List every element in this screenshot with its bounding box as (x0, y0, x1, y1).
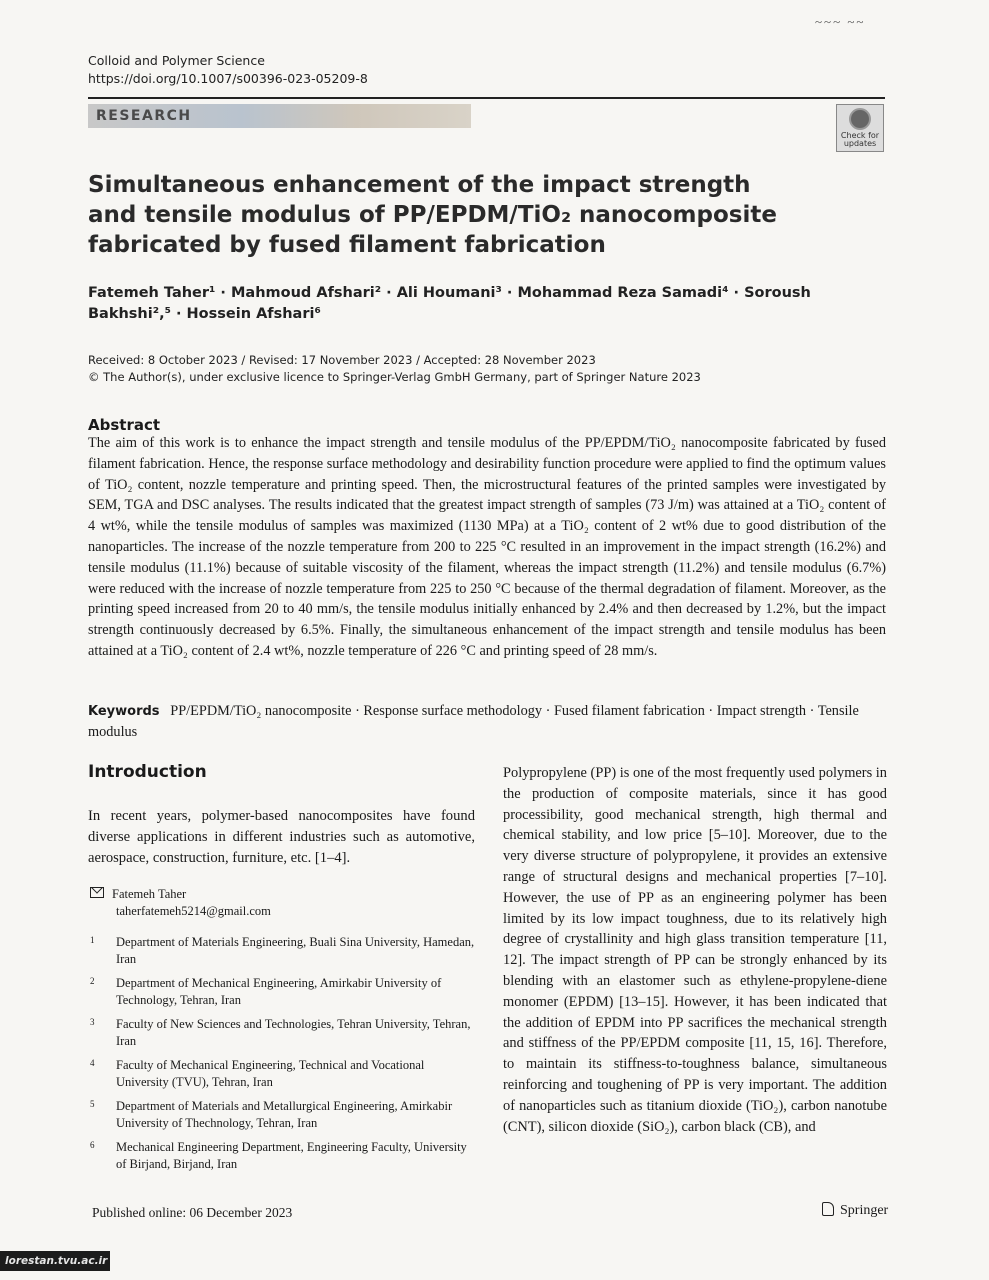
section-badge: RESEARCH (88, 104, 471, 128)
affiliation-item: 5 Department of Materials and Metallurgical Engineering, Amirkabir University of Thechnology, Tehran, Iran (90, 1099, 453, 1130)
correspondence (90, 886, 271, 920)
header-rule (88, 97, 885, 99)
check-updates-icon (849, 108, 871, 130)
keywords (88, 701, 886, 743)
abstract-text: The aim of this work is to enhance the impact strength and tensile modulus of the PP/EPDM/TiO₂ nanocomposite fabricated by fused filament fabrication. Hence, the response surface methodology and desirability function procedure were applied to find the optimum values of TiO₂ content, nozzle temperature and printing speed. Then, the microstructural features of the printed samples were investigated by SEM, TGA and DSC analyses. The results indicated that the greatest impact strength of samples (73 J/m) was attained at a TiO₂ content of 4 wt%, while the tensile modulus of samples was maximized (1130 MPa) at a TiO₂ content of 2 wt% due to good distribution of the nanoparticles. The increase of the nozzle temperature from 200 to 225 °C resulted in an improvement in the impact strength (16.2%) and tensile modulus (11.1%) because of suitable viscosity of the filament, whereas the impact strength (11.2%) and tensile modulus (6.7%) were reduced with the increase of nozzle temperature from 225 to 250 °C because of the thermal degradation of filament. Moreover, as the printing speed increased from 20 to 40 mm/s, the tensile modulus initially enhanced by 2.4% and then decreased by 1.2%, but the impact strength continuously decreased by 6.5%. Finally, the simultaneous enhancement of the impact strength and tensile modulus has been attained at a TiO₂ content of 2.4 wt%, nozzle temperature of 226 °C and printing speed of 28 mm/s. (88, 435, 886, 659)
check-updates-label: Check for updates (840, 131, 880, 148)
journal-header (88, 52, 368, 88)
introduction-heading: Introduction (88, 762, 207, 782)
affiliation-item: 4 Faculty of Mechanical Engineering, Technical and Vocational University (TVU), Tehran, Iran (90, 1058, 425, 1089)
introduction-right-column: Polypropylene (PP) is one of the most frequently used polymers in the production of composite materials, since it has good processibility, good mechanical strength, high thermal and chemical stability, and low price [5–10]. Moreover, due to the very diverse structure of polypropylene, it provides an extensive range of structural designs and mechanical properties [7–10]. However, the use of PP as an engineering polymer has been limited by its low impact toughness, due to its relatively high degree of crystallinity and high glass transition temperature [11, 12]. The impact strength of PP can be strongly enhanced by its blending with an elastomer such as ethylene-propylene-diene monomer (EPDM) [13–15]. However, it has been indicated that the addition of EPDM into PP sacrifices the mechanical strength and stiffness of the PP/EPDM composite [11, 15, 16]. Therefore, to maintain its stiffness-to-toughness balance, simultaneous reinforcing and toughening of PP is very important. The addition of nanoparticles such as titanium dioxide (TiO₂), carbon nanotube (CNT), silicon dioxide (SiO₂), carbon black (CB), and (503, 765, 887, 1135)
journal-name: Colloid and Polymer Science (88, 53, 265, 68)
affiliation-item: 1 Department of Materials Engineering, Buali Sina University, Hamedan, Iran (90, 935, 475, 966)
springer-horse-icon (822, 1202, 834, 1216)
keywords-list: PP/EPDM/TiO₂ nanocomposite · Response surface methodology · Fused filament fabrication · Impact strength · Tensile modulus (88, 703, 859, 740)
introduction-left-column: In recent years, polymer-based nanocomposites have found diverse applications in different industries such as automotive, aerospace, construction, furniture, etc. [1–4]. (88, 808, 475, 866)
doi-link[interactable]: https://doi.org/10.1007/s00396-023-05209-8 (88, 71, 368, 86)
copyright-line: © The Author(s), under exclusive licence to Springer-Verlag GmbH Germany, part of Springer Nature 2023 (88, 370, 701, 384)
published-date: Published online: 06 December 2023 (92, 1205, 293, 1220)
received-dates: Received: 8 October 2023 / Revised: 17 November 2023 / Accepted: 28 November 2023 (88, 353, 596, 367)
affiliation-item: 3 Faculty of New Sciences and Technologies, Tehran University, Tehran, Iran (90, 1017, 471, 1048)
affiliation-item: 2 Department of Mechanical Engineering, Amirkabir University of Technology, Tehran, Iran (90, 976, 442, 1007)
article-title: Simultaneous enhancement of the impact strength and tensile modulus of PP/EPDM/TiO₂ nanocomposite fabricated by fused filament fabrication (88, 172, 777, 258)
envelope-icon (90, 887, 104, 898)
corresponding-author: Fatemeh Taher (112, 887, 187, 901)
site-watermark: lorestan.tvu.ac.ir (0, 1251, 110, 1271)
article-dates (88, 352, 701, 386)
keywords-heading: Keywords (88, 704, 160, 719)
publisher-logo (822, 1202, 888, 1219)
author-list: Fatemeh Taher¹ · Mahmoud Afshari² · Ali Houmani³ · Mohammad Reza Samadi⁴ · Soroush Bakhshi²,⁵ · Hossein Afshari⁶ (88, 285, 811, 322)
check-for-updates-button[interactable] (836, 104, 884, 152)
abstract-heading: Abstract (88, 416, 161, 434)
affiliation-item: 6 Mechanical Engineering Department, Engineering Faculty, University of Birjand, Birjand, Iran (90, 1140, 467, 1171)
corresponding-email[interactable]: taherfatemeh5214@gmail.com (116, 904, 271, 918)
publisher-name: Springer (840, 1203, 889, 1218)
affiliations (90, 934, 475, 1180)
handwritten-mark: ~~~ ~~ (815, 14, 866, 29)
